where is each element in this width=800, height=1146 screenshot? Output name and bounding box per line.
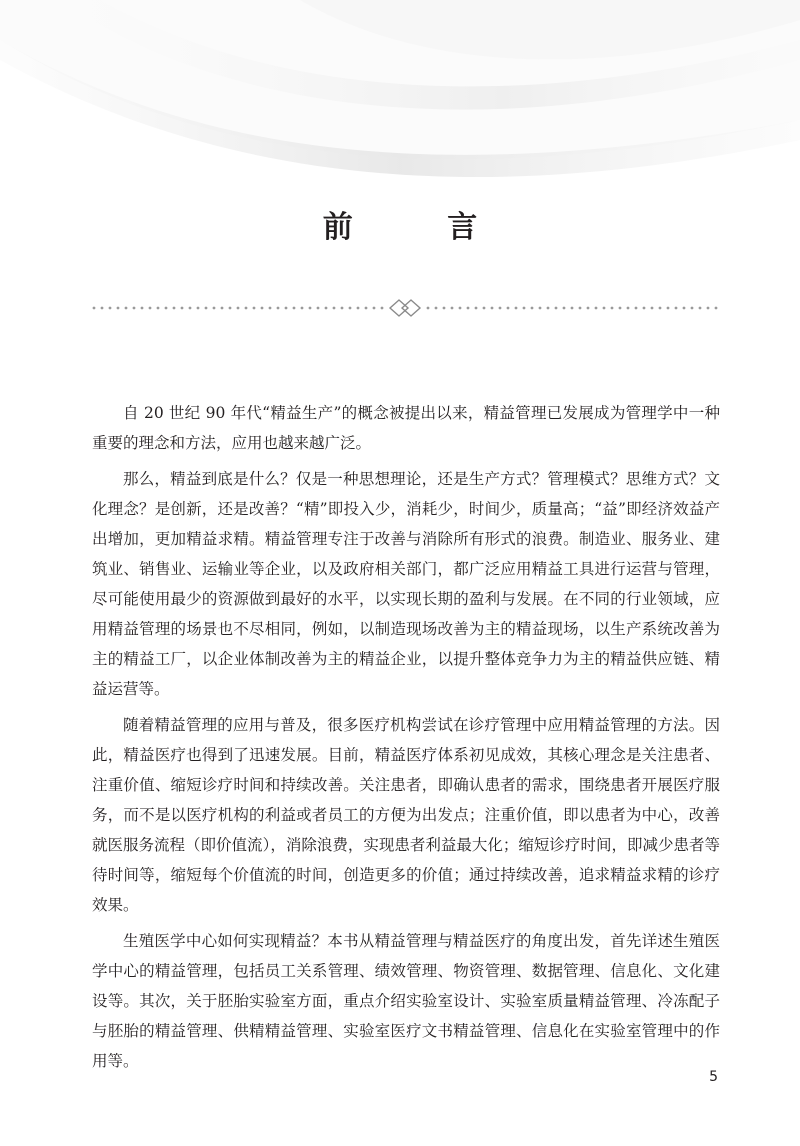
page-title: 前 言	[322, 210, 520, 245]
ornament-divider	[90, 296, 720, 320]
double-diamond-icon	[390, 300, 420, 316]
paragraph-3: 随着精益管理的应用与普及，很多医疗机构尝试在诊疗管理中应用精益管理的方法。因此，精益医疗也得到了迅速发展。目前，精益医疗体系初见成效，其核心理念是关注患者、注重价值、缩短诊疗时间和持续改善。关注患者，即确认患者的需求，围绕患者开展医疗服务，而不是以医疗机构的利益或者员工的方便为出发点；注重价值，即以患者为中心，改善就医服务流程（即价值流），消除浪费，实现患者利益最大化；缩短诊疗时间，即减少患者等待时间等，缩短每个价值流的时间，创造更多的价值；通过持续改善，追求精益求精的诊疗效果。	[92, 716, 720, 914]
preface-body	[92, 398, 720, 1082]
paragraph-4: 生殖医学中心如何实现精益？本书从精益管理与精益医疗的角度出发，首先详述生殖医学中心的精益管理，包括员工关系管理、绩效管理、物资管理、数据管理、信息化、文化建设等。其次，关于胚胎实验室方面，重点介绍实验室设计、实验室质量精益管理、冷冻配子与胚胎的精益管理、供精精益管理、实验室医疗文书精益管理、信息化在实验室管理中的作用等。	[92, 932, 720, 1070]
paragraph-1: 自 20 世纪 90 年代“精益生产”的概念被提出以来，精益管理已发展成为管理学中一种重要的理念和方法，应用也越来越广泛。	[92, 404, 720, 452]
paragraph-2: 那么，精益到底是什么？仅是一种思想理论，还是生产方式？管理模式？思维方式？文化理念？是创新，还是改善？“精”即投入少，消耗少，时间少，质量高；“益”即经济效益产出增加，更加精益求精。精益管理专注于改善与消除所有形式的浪费。制造业、服务业、建筑业、销售业、运输业等企业，以及政府相关部门，都广泛应用精益工具进行运营与管理，尽可能使用最少的资源做到最好的水平，以实现长期的盈利与发展。在不同的行业领域，应用精益管理的场景也不尽相同，例如，以制造现场改善为主的精益现场，以生产系统改善为主的精益工厂，以企业体制改善为主的精益企业，以提升整体竞争力为主的精益供应链、精益运营等。	[92, 470, 720, 698]
page-number: 5	[709, 1069, 718, 1085]
dotted-line	[93, 307, 718, 310]
